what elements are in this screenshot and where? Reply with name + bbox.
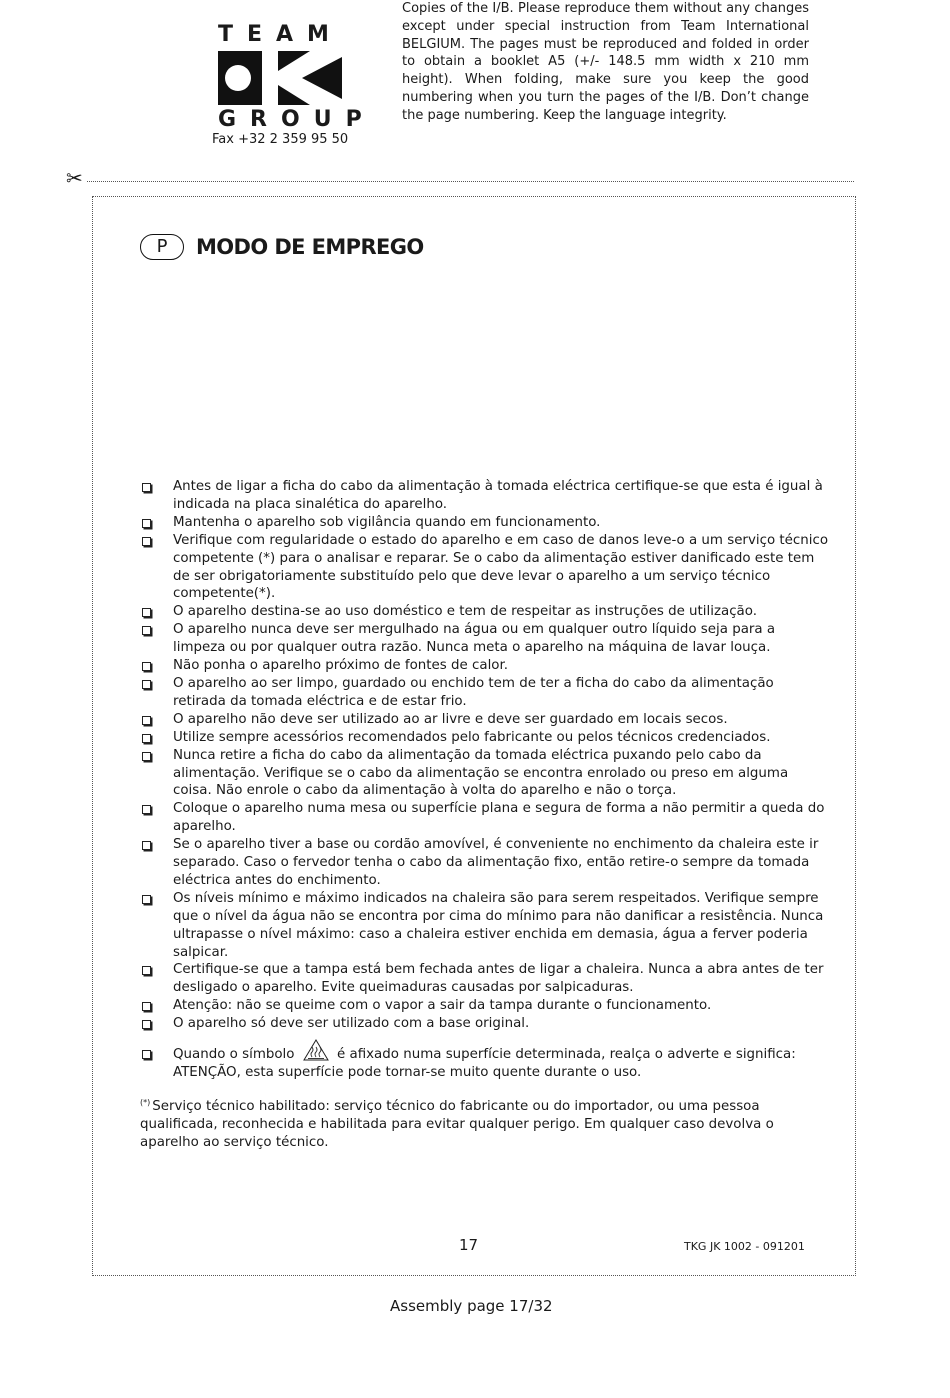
- safety-instructions-list: [140, 478, 830, 1082]
- language-badge: P: [140, 234, 184, 260]
- footnote-text: Serviço técnico habilitado: serviço técnico do fabricante ou do importador, ou uma pessoa qualificada, reconhecida e habilitada para evitar qualquer perigo. Em qualquer caso devolva o aparelho ao serviço técnico.: [140, 1099, 774, 1150]
- list-item-text: Os níveis mínimo e máximo indicados na chaleira são para serem respeitados. Verifique sempre que o nível da água não se encontra por cima do mínimo para não danificar a resistência. Nunca ultrapasse o nível máximo: caso a chaleira estiver enchida em demasia, água a ferver poderia salpicar.: [173, 890, 824, 960]
- list-item: [140, 836, 830, 890]
- list-item: [140, 1015, 830, 1033]
- list-item: [140, 532, 830, 604]
- scissors-icon: ✂: [66, 166, 83, 190]
- list-item: [140, 603, 830, 621]
- checkbox-bullet-icon: [142, 537, 151, 546]
- list-item-text: O aparelho destina-se ao uso doméstico e tem de respeitar as instruções de utilização.: [173, 604, 757, 620]
- list-item: [140, 729, 830, 747]
- list-item: [140, 675, 830, 711]
- checkbox-bullet-icon: [142, 1002, 151, 1011]
- list-item-text: Se o aparelho tiver a base ou cordão amovível, é conveniente no enchimento da chaleira este ir separado. Caso o fervedor tenha o cabo da alimentação fixo, então retire-o sempre da tomada eléctrica antes do enchimento.: [173, 837, 819, 888]
- checkbox-bullet-icon: [142, 805, 151, 814]
- list-item: [140, 478, 830, 514]
- symbol-item-text-after: é afixado numa superfície determinada, realça o adverte e significa: ATENÇÃO, esta superfície pode tornar-se muito quente durante o uso.: [173, 1047, 796, 1080]
- checkbox-bullet-icon: [142, 966, 151, 975]
- list-item: [140, 997, 830, 1015]
- list-item-text: Antes de ligar a ficha do cabo da alimentação à tomada eléctrica certifique-se que esta é igual à indicada na placa sinalética do aparelho.: [173, 479, 823, 512]
- team-group-logo: [218, 22, 376, 132]
- logo-bottom-word: GROUP: [218, 107, 376, 132]
- list-item-text: O aparelho só deve ser utilizado com a base original.: [173, 1016, 530, 1032]
- page-number: 17: [459, 1236, 479, 1254]
- list-item-text: Certifique-se que a tampa está bem fechada antes de ligar a chaleira. Nunca a abra antes de ter desligado o aparelho. Evite queimaduras causadas por salpicaduras.: [173, 962, 824, 996]
- checkbox-bullet-icon: [142, 483, 151, 492]
- list-item-text: Coloque o aparelho numa mesa ou superfície plana e segura de forma a não permitir a queda do aparelho.: [173, 801, 825, 835]
- list-item: [140, 514, 830, 532]
- list-item-hot-surface-symbol: [140, 1039, 830, 1082]
- checkbox-bullet-icon: [142, 626, 151, 635]
- hot-surface-warning-icon: [303, 1039, 329, 1061]
- checkbox-bullet-icon: [142, 716, 151, 725]
- page-title: MODO DE EMPREGO: [196, 235, 424, 259]
- list-item-text: Utilize sempre acessórios recomendados pelo fabricante ou pelos técnicos credenciados.: [173, 729, 771, 745]
- symbol-item-text-before: Quando o símbolo: [173, 1047, 295, 1063]
- checkbox-bullet-icon: [142, 662, 151, 671]
- checkbox-bullet-icon: [142, 841, 151, 850]
- footnote: [140, 1094, 815, 1152]
- checkbox-bullet-icon: [142, 519, 151, 528]
- list-item: [140, 800, 830, 836]
- checkbox-bullet-icon: [142, 608, 151, 617]
- list-item: [140, 711, 830, 729]
- cut-line: [87, 181, 854, 182]
- document-code: TKG JK 1002 - 091201: [684, 1240, 805, 1253]
- list-item: [140, 747, 830, 801]
- list-item-text: Não ponha o aparelho próximo de fontes de calor.: [173, 658, 509, 674]
- list-item-text: O aparelho ao ser limpo, guardado ou enchido tem de ter a ficha do cabo da alimentação retirada da tomada eléctrica e de estar frio.: [173, 675, 774, 709]
- checkbox-bullet-icon: [142, 1020, 151, 1029]
- footnote-marker: (*): [140, 1098, 151, 1107]
- checkbox-bullet-icon: [142, 895, 151, 904]
- list-item: [140, 890, 830, 962]
- list-item-text: Nunca retire a ficha do cabo da alimentação da tomada eléctrica puxando pelo cabo da alimentação. Verifique se o cabo da alimentação se encontra enrolado ou preso em alguma coisa. Não enrole o cabo da alimentação à volta do aparelho e não o torça.: [173, 747, 789, 799]
- list-item: [140, 621, 830, 657]
- checkbox-bullet-icon: [142, 752, 151, 761]
- checkbox-bullet-icon: [142, 734, 151, 743]
- assembly-page-label: Assembly page 17/32: [390, 1297, 553, 1315]
- logo-top-word: TEAM: [218, 22, 343, 47]
- list-item-text: Mantenha o aparelho sob vigilância quando em funcionamento.: [173, 514, 601, 530]
- checkbox-bullet-icon: [142, 1050, 151, 1059]
- list-item: [140, 961, 830, 997]
- list-item: [140, 657, 830, 675]
- list-item-text: Atenção: não se queime com o vapor a sair da tampa durante o funcionamento.: [173, 998, 712, 1014]
- logo-k-emblem-icon: [218, 51, 342, 105]
- fax-number: Fax +32 2 359 95 50: [212, 132, 349, 147]
- reproduction-instructions: Copies of the I/B. Please reproduce them without any changes except under special instruction from Team International BELGIUM. The pages must be reproduced and folded in order to obtain a booklet A5 (+/- 148.5 mm width x 210 mm height). When folding, make sure you keep the good numbering when you turn the pages of the I/B. Don’t change the page numbering. Keep the language integrity.: [402, 1, 809, 123]
- list-item-text: Verifique com regularidade o estado do aparelho e em caso de danos leve-o a um serviço técnico competente (*) para o analisar e reparar. Se o cabo da alimentação estiver danificado este tem de ser obrigatoriamente substituído pelo que deve levar o aparelho a um serviço técnico competente(*).: [173, 532, 829, 602]
- checkbox-bullet-icon: [142, 680, 151, 689]
- list-item-text: O aparelho não deve ser utilizado ao ar livre e deve ser guardado em locais secos.: [173, 711, 728, 727]
- list-item-text: O aparelho nunca deve ser mergulhado na água ou em qualquer outro líquido seja para a limpeza ou por qualquer outra razão. Nunca meta o aparelho na máquina de lavar louça.: [173, 622, 776, 656]
